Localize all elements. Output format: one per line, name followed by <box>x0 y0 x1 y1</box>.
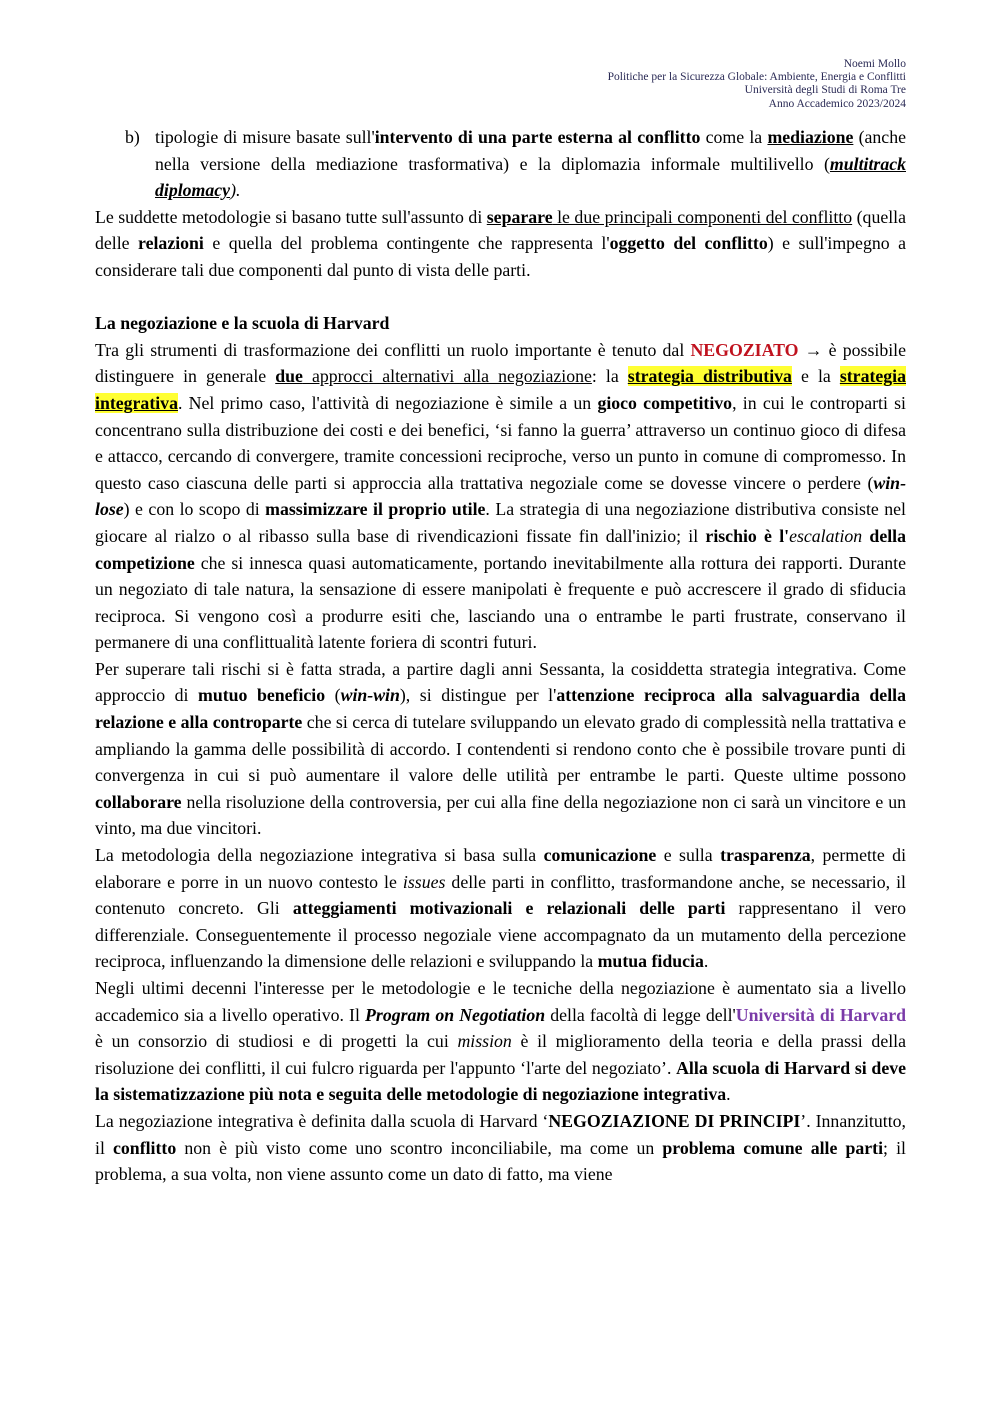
text-run: ( <box>325 685 341 706</box>
bold-run: attenzione reciproca alla salvaguardia della relazione e alla controparte <box>95 685 906 733</box>
bold-run: problema comune alle parti <box>662 1137 884 1158</box>
paragraph-2 <box>95 337 906 656</box>
bold-run: mutuo beneficio <box>198 685 326 706</box>
bold-run: NEGOZIAZIONE DI PRINCIPI <box>548 1110 801 1131</box>
text-run: nella risoluzione della controversia, per cui alla fine della negoziazione non ci sarà un vincitore e un vinto, ma due vincitori. <box>95 791 906 839</box>
header-university: Università degli Studi di Roma Tre <box>744 84 906 97</box>
italic-run: escalation <box>789 525 863 546</box>
header-course: Politiche per la Sicurezza Globale: Ambiente, Energia e Conflitti <box>607 71 906 84</box>
highlighted-run: strategia integrativa <box>95 366 907 413</box>
document-body <box>95 124 906 1188</box>
text-run: (anche nella versione della mediazione trasformativa) e la diplomazia informale multilivello ( <box>155 127 906 174</box>
text-run: ), si distingue per l' <box>399 685 557 706</box>
bold-run: collaborare <box>95 791 182 812</box>
text-run: . <box>726 1084 731 1105</box>
text-run: e quella del problema contingente che rappresenta l' <box>203 233 610 254</box>
bold-run: atteggiamenti motivazionali e relazionali delle parti <box>292 898 726 919</box>
text-run: , permette di elaborare e porre in un nuovo contesto le <box>95 845 907 892</box>
text-run: della facoltà di legge dell' <box>545 1004 736 1025</box>
red-bold-run: NEGOZIATO <box>690 339 799 360</box>
text-run: . Nel primo caso, l'attività di negoziazione è simile a un <box>177 392 598 413</box>
bold-italic-run: win-lose <box>95 472 906 520</box>
bold-run: comunicazione <box>543 845 657 866</box>
purple-bold-run: Università di Harvard <box>735 1004 906 1025</box>
bold-underline-run: mediazione <box>767 127 854 147</box>
text-run: La negoziazione integrativa è definita dalla scuola di Harvard ‘ <box>95 1110 549 1131</box>
text-run: , in cui le controparti si concentrano sulla distribuzione dei costi e dei benefici, ‘si fanno la guerra’ attraverso un continuo gioco di difesa e attacco, cercando di convergere, tramite concessioni reciproche, verso un punto in comune di compromesso. In questo caso ciascuna delle parti si approccia alla trattativa negoziale come se dovesse vincere o perdere ( <box>95 392 906 493</box>
paragraph-6 <box>95 1108 906 1188</box>
text-run: ) e sull'impegno a considerare tali due componenti dal punto di vista delle parti. <box>95 233 906 280</box>
underline-run: le due principali componenti del conflitto <box>552 206 853 227</box>
text-run: rappresentano il vero differenziale. Conseguentemente il processo negoziale viene accompagnato da un mutamento della percezione reciproca, influenzando la dimensione delle relazioni e sviluppando la <box>95 898 906 972</box>
underline-run: approcci alternativi alla negoziazione <box>302 366 592 387</box>
bold-run: mutua fiducia <box>597 951 704 972</box>
text-run: La metodologia della negoziazione integrativa si basa sulla <box>95 845 544 866</box>
bold-run: trasparenza <box>720 845 811 866</box>
italic-run: mission <box>457 1031 512 1052</box>
italic-run: issues <box>402 871 446 892</box>
bold-run: relazioni <box>138 233 204 254</box>
bold-run: intervento di una parte esterna al conflitto <box>374 127 701 147</box>
bold-run: gioco competitivo <box>597 392 733 413</box>
bold-run: rischio è l' <box>705 525 790 546</box>
text-run: delle parti in conflitto, trasformandone anche, se necessario, il contenuto concreto. Gli <box>95 871 906 919</box>
paragraph-4 <box>95 842 906 975</box>
header-author: Noemi Mollo <box>843 58 906 70</box>
text-run: ’. Innanzitutto, il <box>95 1110 906 1158</box>
text-run: : la <box>591 366 628 387</box>
text-run: . La strategia di una negoziazione distributiva consiste nel giocare al rialzo o al ribasso sulla base di rivendicazioni fissate fin dall'inizio; il <box>95 499 906 546</box>
text-run: . <box>703 951 709 972</box>
bold-run: della competizione <box>95 525 906 573</box>
list-marker: b) <box>125 127 140 147</box>
text-run: e la <box>791 366 840 387</box>
bold-run: oggetto del conflitto <box>609 233 768 254</box>
paragraph-5 <box>95 975 906 1108</box>
list-item-b <box>95 124 906 204</box>
text-run: non è più visto come uno scontro inconciliabile, ma come un <box>176 1137 663 1158</box>
paragraph-3 <box>95 656 906 842</box>
page-header <box>608 58 906 111</box>
text-run: → è possibile distinguere in generale <box>95 339 906 387</box>
text-run: Le suddette metodologie si basano tutte sull'assunto di <box>95 206 487 227</box>
highlighted-run: strategia distributiva <box>627 366 792 387</box>
text-run: è un consorzio di studiosi e di progetti la cui <box>95 1031 458 1052</box>
text-run: è il miglioramento della teoria e della prassi della risoluzione dei conflitti, il cui fulcro riguarda per l'appunto ‘l'arte del negoziato’. <box>95 1031 906 1078</box>
text-run: Negli ultimi decenni l'interesse per le metodologie e le tecniche della negoziazione è aumentato sia a livello accademico sia a livello operativo. Il <box>95 978 906 1025</box>
bold-run: conflitto <box>113 1137 177 1158</box>
text-run: che si cerca di tutelare sviluppando un elevato grado di complessità nella trattativa e ampliando la gamma delle possibilità di accordo. I contendenti si rendono conto che è possibile trovare punti di convergenza in cui si può aumentare il valore delle utilità per entrambe le parti. Queste ultime possono <box>95 712 906 786</box>
text-run: (quella delle <box>95 206 907 254</box>
bold-underline-run: separare <box>486 206 553 227</box>
paragraph-1 <box>95 204 906 284</box>
text-run: e sulla <box>656 845 721 866</box>
text-run: Tra gli strumenti di trasformazione dei conflitti un ruolo importante è tenuto dal <box>95 339 691 360</box>
text-run: ) e con lo scopo di <box>123 499 266 520</box>
bold-italic-run: win-win <box>340 685 400 706</box>
bold-underline-run: due <box>275 366 303 387</box>
section-title: La negoziazione e la scuola di Harvard <box>95 313 390 334</box>
bold-run: massimizzare il proprio utile <box>265 499 486 520</box>
text-run: Per superare tali rischi si è fatta strada, a partire dagli anni Sessanta, la cosiddetta strategia integrativa. Come approccio di <box>95 658 906 706</box>
blank-line <box>95 284 906 311</box>
text-run: ). <box>230 180 241 201</box>
bold-run: Alla scuola di Harvard si deve la sistematizzazione più nota e seguita delle metodologie di negoziazione integrativa <box>95 1057 906 1105</box>
text-run: ; il problema, a sua volta, non viene assunto come un dato di fatto, ma viene <box>95 1137 906 1185</box>
text-run: che si innesca quasi automaticamente, portando inevitabilmente alla rottura dei rapporti. Durante un negoziato di tale natura, la sensazione di essere manipolati è frequente e può accrescere il grado di sfiducia reciproca. Si vengono così a produrre esiti che, lasciando una o entrambe le parti frustrate, conservano il permanere di una conflittualità latente foriera di scontri futuri. <box>95 552 906 653</box>
text-run: come la <box>700 127 768 147</box>
bold-italic-run: Program on Negotiation <box>365 1004 546 1025</box>
bold-italic-underline-run: multitrack diplomacy <box>155 153 906 201</box>
text-run: tipologie di misure basate sull' <box>155 127 375 147</box>
header-academic-year: Anno Accademico 2023/2024 <box>768 97 906 110</box>
